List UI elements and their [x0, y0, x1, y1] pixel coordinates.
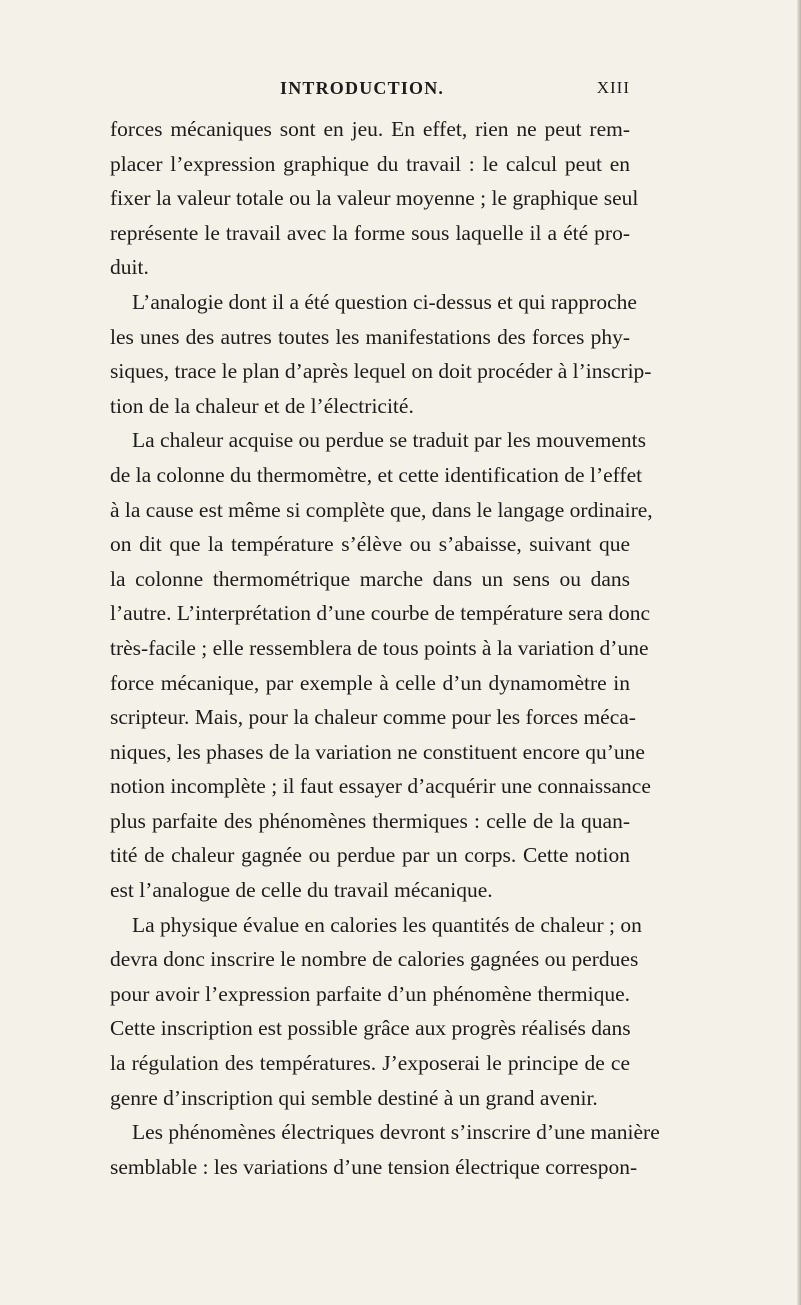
text-line: pour avoir l’expression parfaite d’un phénomène thermique.	[110, 981, 630, 1006]
text-line: très-facile ; elle ressemblera de tous points à la variation d’une	[110, 635, 649, 660]
body-text	[110, 112, 660, 1184]
text-line: duit.	[110, 255, 149, 280]
text-line: de la colonne du thermomètre, et cette identification de l’effet	[110, 462, 643, 487]
text-line: notion incomplète ; il faut essayer d’acquérir une connaissance	[110, 774, 651, 799]
text-line: La physique évalue en calories les quantités de chaleur ; on	[132, 912, 642, 937]
text-line: forces mécaniques sont en jeu. En effet, rien ne peut rem-	[110, 117, 630, 141]
text-line: La chaleur acquise ou perdue se traduit par les mouvements	[132, 428, 647, 453]
text-line: la colonne thermométrique marche dans un sens ou dans	[110, 566, 630, 591]
text-line: représente le travail avec la forme sous laquelle il a été pro-	[110, 220, 630, 245]
page-header	[110, 78, 630, 104]
text-line: les unes des autres toutes les manifestations des forces phy-	[110, 324, 630, 349]
page-number: XIII	[596, 78, 630, 97]
text-line: scripteur. Mais, pour la chaleur comme pour les forces méca-	[110, 705, 636, 730]
text-line: on dit que la température s’élève ou s’abaisse, suivant que	[110, 532, 630, 557]
text-line: est l’analogue de celle du travail mécanique.	[110, 878, 493, 903]
running-title: INTRODUCTION.	[280, 78, 445, 98]
text-line: tion de la chaleur et de l’électricité.	[110, 393, 414, 418]
text-line: siques, trace le plan d’après lequel on doit procéder à l’inscrip-	[110, 359, 652, 384]
text-line: l’autre. L’interprétation d’une courbe de température sera donc	[110, 601, 651, 626]
text-line: Cette inscription est possible grâce aux progrès réalisés dans	[110, 1016, 631, 1041]
text-line: semblable : les variations d’une tension électrique correspon-	[110, 1154, 638, 1179]
text-line: force mécanique, par exemple à celle d’un dynamomètre in	[110, 670, 630, 695]
text-line: plus parfaite des phénomènes thermiques : celle de la quan-	[110, 808, 630, 833]
text-line: la régulation des températures. J’exposerai le principe de ce	[110, 1051, 630, 1076]
text-line: Les phénomènes électriques devront s’inscrire d’une manière	[132, 1120, 660, 1145]
text-line: fixer la valeur totale ou la valeur moyenne ; le graphique seul	[110, 186, 639, 211]
page-edge	[797, 0, 801, 1305]
text-line: à la cause est même si complète que, dans le langage ordinaire,	[110, 497, 653, 522]
text-line: tité de chaleur gagnée ou perdue par un corps. Cette notion	[110, 843, 630, 868]
text-line: genre d’inscription qui semble destiné à un grand avenir.	[110, 1085, 598, 1110]
text-line: placer l’expression graphique du travail : le calcul peut en	[110, 151, 630, 176]
text-line: niques, les phases de la variation ne constituent encore qu’une	[110, 739, 645, 764]
text-line: L’analogie dont il a été question ci-dessus et qui rapproche	[132, 289, 637, 314]
text-line: devra donc inscrire le nombre de calories gagnées ou perdues	[110, 947, 639, 972]
